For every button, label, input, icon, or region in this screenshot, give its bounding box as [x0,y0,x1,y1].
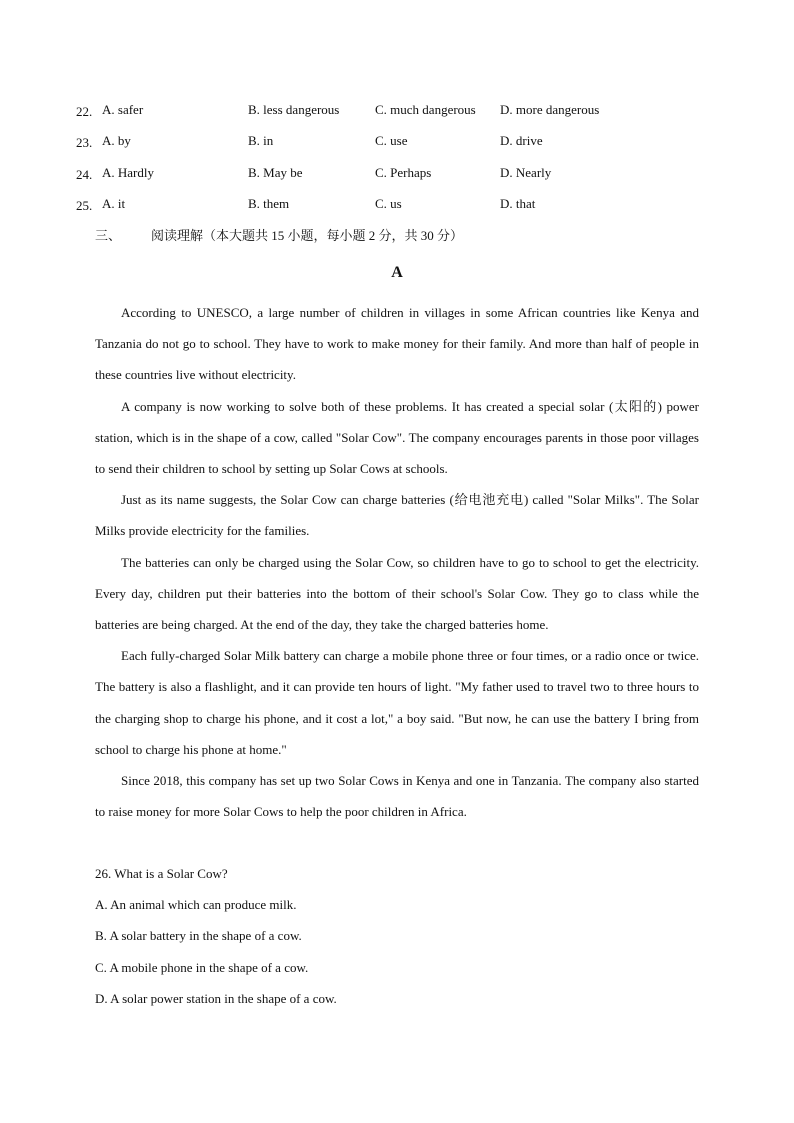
reading-passage [95,297,699,827]
choice-c: C. A mobile phone in the shape of a cow. [95,959,309,975]
option-c: C. us [375,196,402,211]
question-25-options [76,194,716,214]
passage-paragraph: A company is now working to solve both of these problems. It has created a special solar (太阳的) power station, which is in the shape of a cow, called "Solar Cow". The company encourages parents in those poor villages to send their children to school by setting up Solar Cows at schools. [95,398,699,477]
passage-paragraph: Each fully-charged Solar Milk battery can charge a mobile phone three or four times, or a radio once or twice. The battery is also a flashlight, and it can provide ten hours of light. "My father used to travel two to three hours to the charging shop to charge his phone, and it cost a lot," a boy said. "But now, he can use the battery I bring from school to charge his phone at home." [95,648,699,757]
question-number: 24. [76,167,93,182]
section-title: 阅读理解（本大题共 15 小题，每小题 2 分，共 30 分） [151,228,464,243]
option-a: A. safer [102,102,144,117]
option-d: D. that [500,196,536,211]
choice-b: B. A solar battery in the shape of a cow. [95,928,302,944]
option-b: B. May be [248,165,303,180]
section-number: 三、 [95,228,122,243]
option-b: B. less dangerous [248,102,340,117]
option-b: B. them [248,196,290,211]
question-number: 25. [76,198,93,213]
option-d: D. more dangerous [500,102,600,117]
option-b: B. in [248,133,274,148]
option-a: A. Hardly [102,165,154,180]
question-23-options [76,131,716,151]
question-22-options [76,100,716,120]
passage-paragraph: Just as its name suggests, the Solar Cow can charge batteries (给电池充电) called "Solar Milks". The Solar Milks provide electricity for the families. [95,492,699,539]
passage-paragraph: According to UNESCO, a large number of children in villages in some African countries like Kenya and Tanzania do not go to school. They have to work to make money for their family. And more than half of people in these countries live without electricity. [95,305,699,383]
option-a: A. it [102,196,126,211]
passage-paragraph: Since 2018, this company has set up two Solar Cows in Kenya and one in Tanzania. The company also started to raise money for more Solar Cows to help the poor children in Africa. [95,773,699,820]
option-c: C. use [375,133,408,148]
question-number: 23. [76,135,93,150]
question-stem: 26. What is a Solar Cow? [95,866,228,881]
option-d: D. drive [500,133,543,148]
option-d: D. Nearly [500,165,552,180]
passage-paragraph: The batteries can only be charged using the Solar Cow, so children have to go to school to get the electricity. Every day, children put their batteries into the bottom of their school's Solar Cow. They go to class while the batteries are being charged. At the end of the day, they take the charged batteries home. [95,554,699,633]
option-c: C. much dangerous [375,102,476,117]
passage-title: A [391,264,403,281]
choice-a: A. An animal which can produce milk. [95,897,297,913]
question-26 [95,858,699,1014]
option-a: A. by [102,133,131,148]
choice-d: D. A solar power station in the shape of a cow. [95,990,337,1006]
option-c: C. Perhaps [375,165,432,180]
question-number: 22. [76,104,93,119]
question-24-options [76,163,716,183]
